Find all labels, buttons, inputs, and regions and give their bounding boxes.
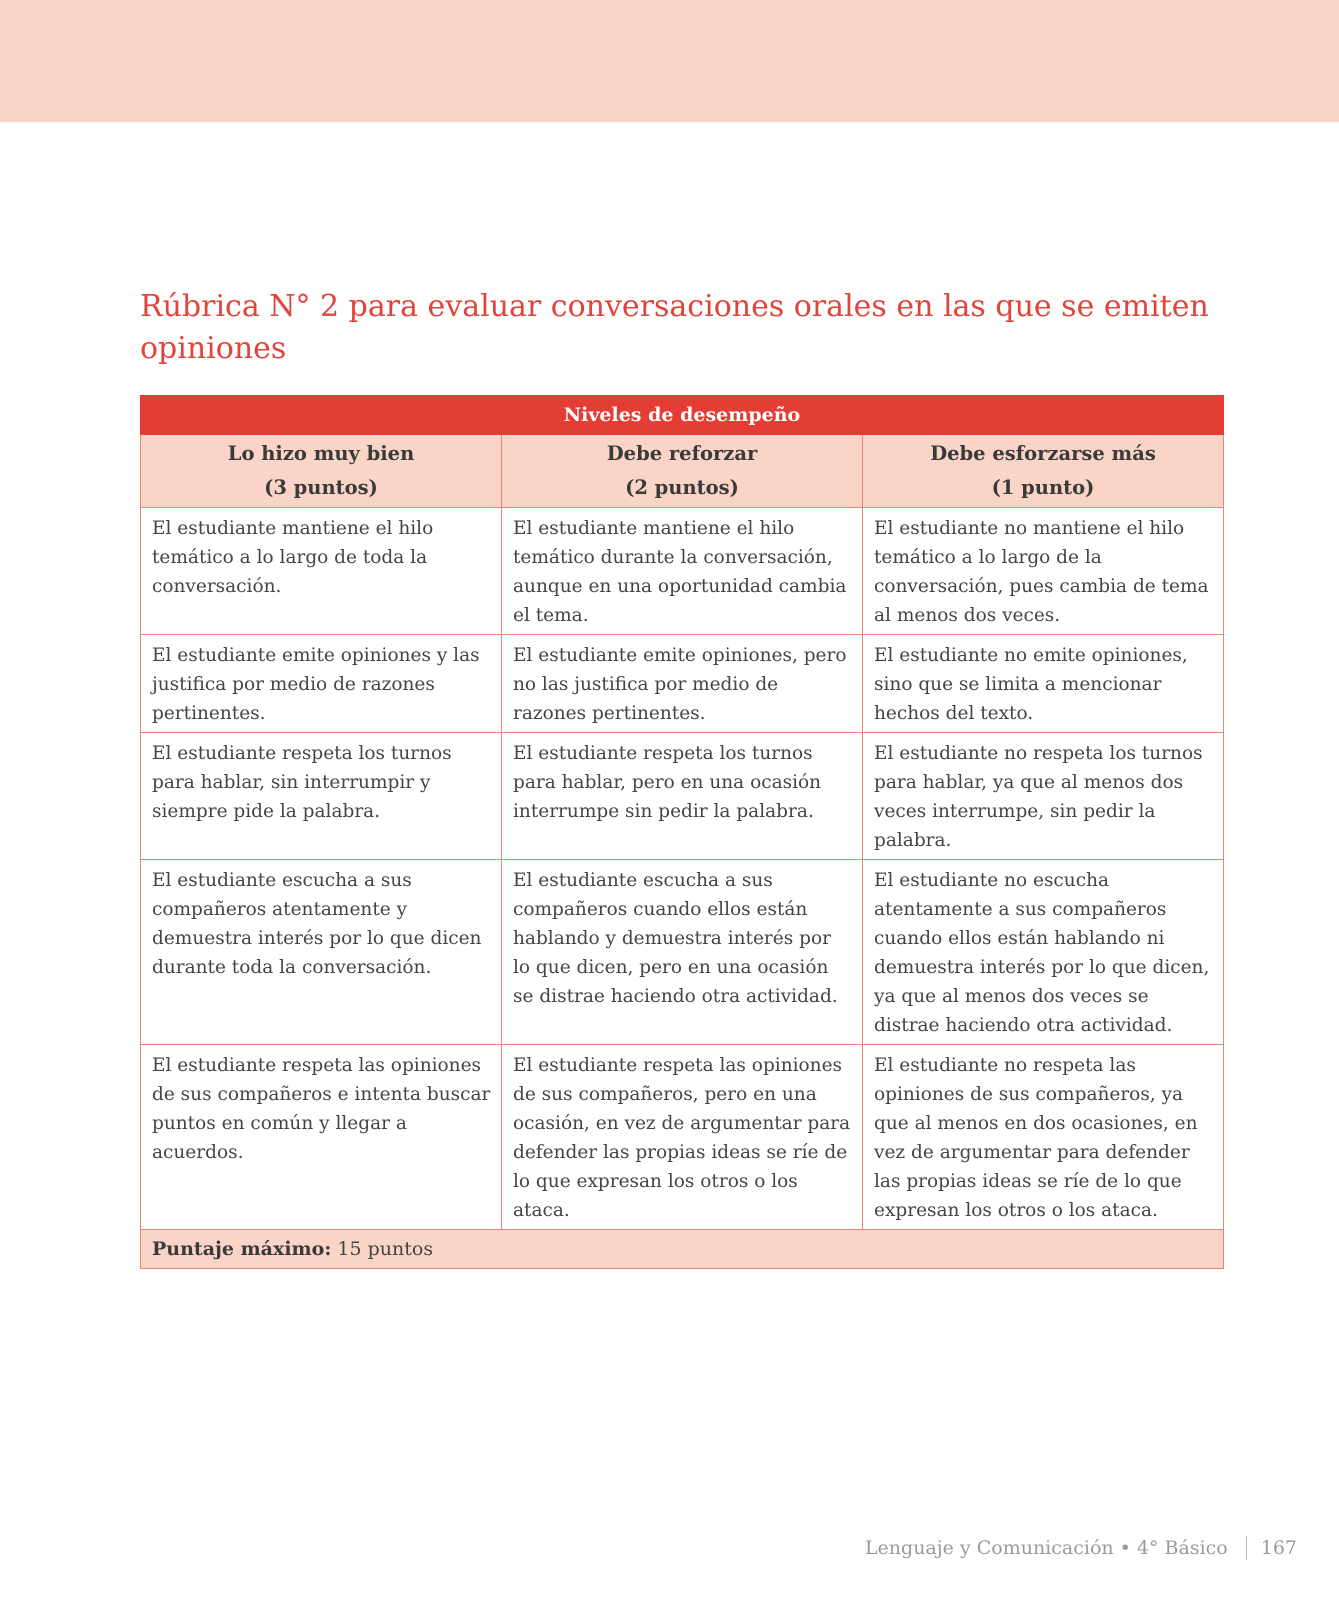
max-score-label: Puntaje máximo: [152, 1238, 332, 1260]
table-cell: El estudiante mantiene el hilo temático a lo largo de toda la conversación. [141, 508, 502, 635]
top-color-band [0, 0, 1339, 122]
column-header-points: (2 puntos) [625, 476, 739, 499]
footer-divider [1246, 1536, 1247, 1560]
page-number: 167 [1260, 1537, 1297, 1559]
table-footer-row [141, 1230, 1224, 1269]
table-cell: El estudiante no respeta las opiniones de sus compañeros, ya que al menos en dos ocasiones, en vez de argumentar para defender las propias ideas se ríe de lo que expresan los otros o los ataca. [863, 1045, 1224, 1230]
column-header-level-1 [863, 435, 1224, 508]
table-row [141, 733, 1224, 860]
table-cell: El estudiante escucha a sus compañeros cuando ellos están hablando y demuestra interés por lo que dicen, pero en una ocasión se distrae haciendo otra actividad. [502, 860, 863, 1045]
column-header-points: (1 punto) [991, 476, 1095, 499]
table-cell: El estudiante respeta los turnos para hablar, sin interrumpir y siempre pide la palabra. [141, 733, 502, 860]
table-cell: El estudiante mantiene el hilo temático durante la conversación, aunque en una oportunidad cambia el tema. [502, 508, 863, 635]
table-cell: El estudiante emite opiniones y las justifica por medio de razones pertinentes. [141, 635, 502, 733]
column-header-label: Debe esforzarse más [930, 442, 1156, 465]
table-row [141, 1045, 1224, 1230]
max-score-cell [141, 1230, 1224, 1269]
column-header-label: Debe reforzar [606, 442, 758, 465]
table-cell: El estudiante no escucha atentamente a sus compañeros cuando ellos están hablando ni demuestra interés por lo que dicen, ya que al menos dos veces se distrae haciendo otra actividad. [863, 860, 1224, 1045]
table-row [141, 635, 1224, 733]
table-cell: El estudiante respeta los turnos para hablar, pero en una ocasión interrumpe sin pedir la palabra. [502, 733, 863, 860]
table-cell: El estudiante no mantiene el hilo temático a lo largo de la conversación, pues cambia de tema al menos dos veces. [863, 508, 1224, 635]
column-header-label: Lo hizo muy bien [227, 442, 415, 465]
table-cell: El estudiante escucha a sus compañeros atentamente y demuestra interés por lo que dicen durante toda la conversación. [141, 860, 502, 1045]
book-title: Lenguaje y Comunicación • 4° Básico [864, 1537, 1228, 1559]
table-cell: El estudiante no emite opiniones, sino que se limita a mencionar hechos del texto. [863, 635, 1224, 733]
column-header-points: (3 puntos) [264, 476, 378, 499]
column-header-level-2 [502, 435, 863, 508]
table-cell: El estudiante respeta las opiniones de sus compañeros, pero en una ocasión, en vez de argumentar para defender las propias ideas se ríe de lo que expresan los otros o los ataca. [502, 1045, 863, 1230]
max-score-value: 15 puntos [337, 1238, 434, 1260]
table-cell: El estudiante respeta las opiniones de sus compañeros e intenta buscar puntos en común y llegar a acuerdos. [141, 1045, 502, 1230]
table-row [141, 508, 1224, 635]
table-row [141, 860, 1224, 1045]
levels-header: Niveles de desempeño [141, 396, 1224, 435]
rubric-table [140, 395, 1224, 1269]
table-cell: El estudiante emite opiniones, pero no las justifica por medio de razones pertinentes. [502, 635, 863, 733]
page-title: Rúbrica N° 2 para evaluar conversaciones orales en las que se emiten opiniones [140, 289, 1209, 366]
column-header-level-3 [141, 435, 502, 508]
page-footer [865, 1536, 1297, 1560]
table-cell: El estudiante no respeta los turnos para hablar, ya que al menos dos veces interrumpe, sin pedir la palabra. [863, 733, 1224, 860]
